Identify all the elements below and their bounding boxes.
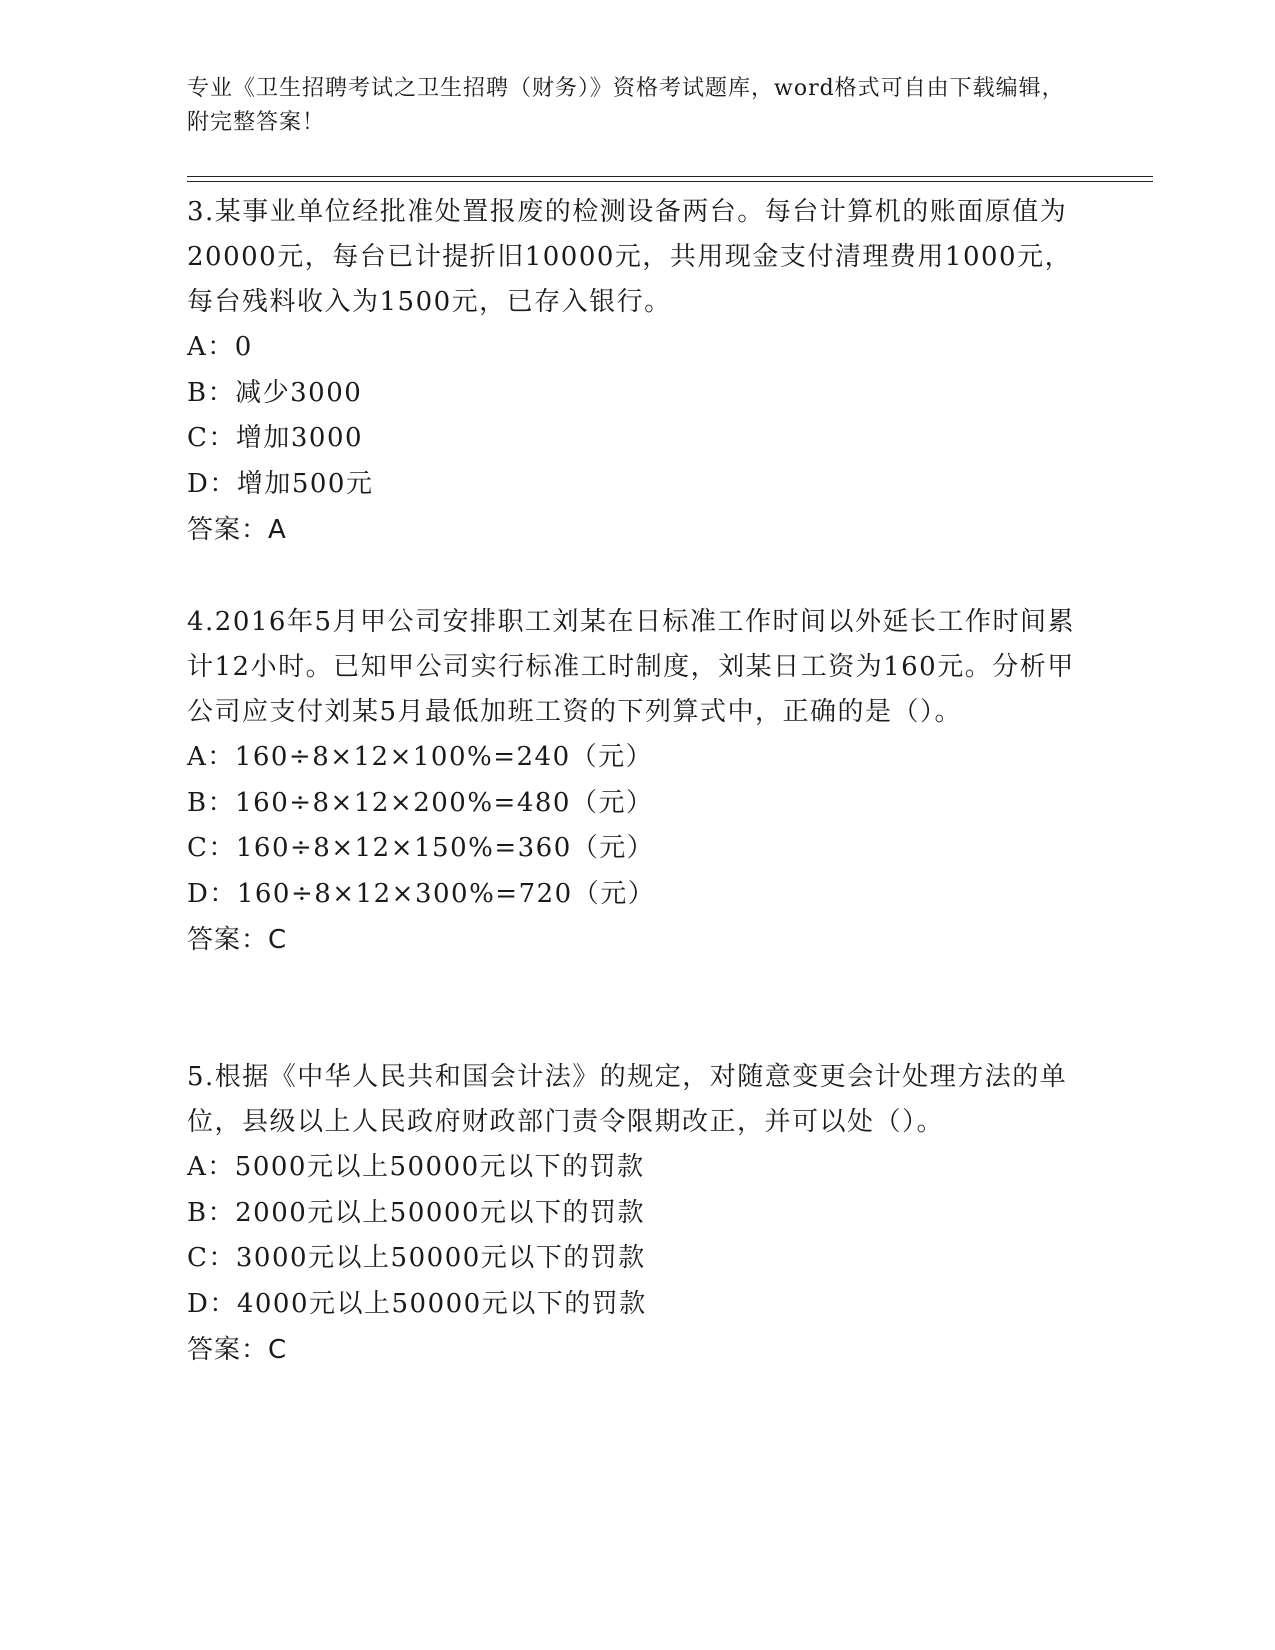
option-c: C：160÷8×12×150%=360（元） [187, 833, 655, 863]
question-stem: 4.2016年5月甲公司安排职工刘某在日标准工作时间以外延长工作时间累计12小时。已知甲公司实行标准工时制度，刘某日工资为160元。分析甲公司应支付刘某5月最低加班工资的下列算式中，正确的是（）。 [187, 607, 1076, 727]
answer-line: 答案：C [187, 925, 288, 955]
question-4 [187, 600, 1087, 963]
header-rule-bottom [187, 181, 1153, 182]
question-5 [187, 1055, 1087, 1373]
document-header: 专业《卫生招聘考试之卫生招聘（财务）》资格考试题库，word格式可自由下载编辑，附完整答案！ [187, 76, 1065, 135]
option-b: B：减少3000 [187, 377, 363, 408]
option-d: D：4000元以上50000元以下的罚款 [187, 1288, 647, 1319]
option-d: D：增加500元 [187, 468, 374, 499]
option-c: C：增加3000 [187, 423, 364, 453]
question-3 [187, 190, 1087, 553]
option-a: A：160÷8×12×100%=240（元） [187, 742, 654, 772]
question-stem: 3.某事业单位经批准处置报废的检测设备两台。每台计算机的账面原值为20000元，每台已计提折旧10000元，共用现金支付清理费用1000元，每台残料收入为1500元，已存入银行。 [187, 197, 1073, 317]
option-b: B：160÷8×12×200%=480（元） [187, 787, 654, 818]
option-d: D：160÷8×12×300%=720（元） [187, 878, 656, 909]
option-b: B：2000元以上50000元以下的罚款 [187, 1197, 645, 1228]
option-c: C：3000元以上50000元以下的罚款 [187, 1243, 646, 1273]
header-rule-top [187, 176, 1153, 177]
answer-line: 答案：C [187, 1335, 288, 1365]
answer-line: 答案：A [187, 515, 287, 545]
option-a: A：5000元以上50000元以下的罚款 [187, 1152, 645, 1182]
option-a: A：0 [187, 332, 253, 362]
question-stem: 5.根据《中华人民共和国会计法》的规定，对随意变更会计处理方法的单位，县级以上人民政府财政部门责令限期改正，并可以处（）。 [187, 1062, 1068, 1137]
